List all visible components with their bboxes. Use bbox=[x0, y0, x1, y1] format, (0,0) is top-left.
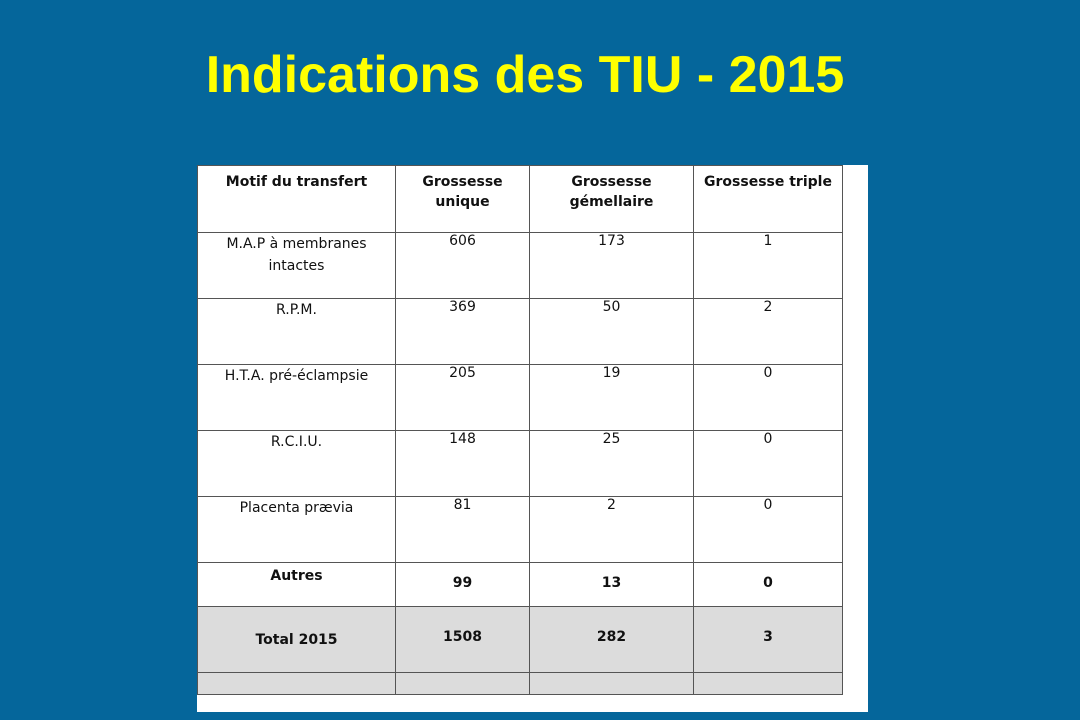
cell-triple: 1 bbox=[694, 233, 843, 299]
cell-gemellaire: 13 bbox=[530, 563, 694, 607]
cell-gemellaire: 25 bbox=[530, 431, 694, 497]
cell-unique: 205 bbox=[396, 365, 530, 431]
slide-title: Indications des TIU - 2015 bbox=[205, 46, 845, 104]
cell-triple: 0 bbox=[694, 497, 843, 563]
transfer-indications-table bbox=[197, 165, 843, 695]
filler-cell bbox=[198, 673, 396, 695]
cell-triple: 0 bbox=[694, 563, 843, 607]
cell-gemellaire: 173 bbox=[530, 233, 694, 299]
filler-cell bbox=[530, 673, 694, 695]
table-row bbox=[198, 365, 843, 431]
table-image bbox=[197, 165, 868, 712]
cell-unique: 99 bbox=[396, 563, 530, 607]
filler-cell bbox=[396, 673, 530, 695]
filler-cell bbox=[694, 673, 843, 695]
table-header-row bbox=[198, 166, 843, 233]
table-row bbox=[198, 299, 843, 365]
cell-unique: 81 bbox=[396, 497, 530, 563]
table-row bbox=[198, 563, 843, 607]
row-motif: R.C.I.U. bbox=[198, 431, 396, 497]
cell-triple: 0 bbox=[694, 365, 843, 431]
table-total-row bbox=[198, 607, 843, 673]
cell-unique: 606 bbox=[396, 233, 530, 299]
table-row bbox=[198, 431, 843, 497]
row-motif: Autres bbox=[198, 563, 396, 607]
header-unique: Grossesse unique bbox=[396, 166, 530, 233]
cell-unique: 148 bbox=[396, 431, 530, 497]
row-motif: Placenta prævia bbox=[198, 497, 396, 563]
table-filler-row bbox=[198, 673, 843, 695]
header-gemellaire: Grossesse gémellaire bbox=[530, 166, 694, 233]
cell-gemellaire: 19 bbox=[530, 365, 694, 431]
row-motif: R.P.M. bbox=[198, 299, 396, 365]
total-gemellaire: 282 bbox=[530, 607, 694, 673]
row-motif: M.A.P à membranes intactes bbox=[198, 233, 396, 299]
header-motif: Motif du transfert bbox=[198, 166, 396, 233]
table-row bbox=[198, 233, 843, 299]
cell-unique: 369 bbox=[396, 299, 530, 365]
cell-triple: 0 bbox=[694, 431, 843, 497]
cell-gemellaire: 2 bbox=[530, 497, 694, 563]
cell-gemellaire: 50 bbox=[530, 299, 694, 365]
total-triple: 3 bbox=[694, 607, 843, 673]
header-triple: Grossesse triple bbox=[694, 166, 843, 233]
total-label: Total 2015 bbox=[198, 607, 396, 673]
cell-triple: 2 bbox=[694, 299, 843, 365]
row-motif: H.T.A. pré-éclampsie bbox=[198, 365, 396, 431]
total-unique: 1508 bbox=[396, 607, 530, 673]
table-row bbox=[198, 497, 843, 563]
